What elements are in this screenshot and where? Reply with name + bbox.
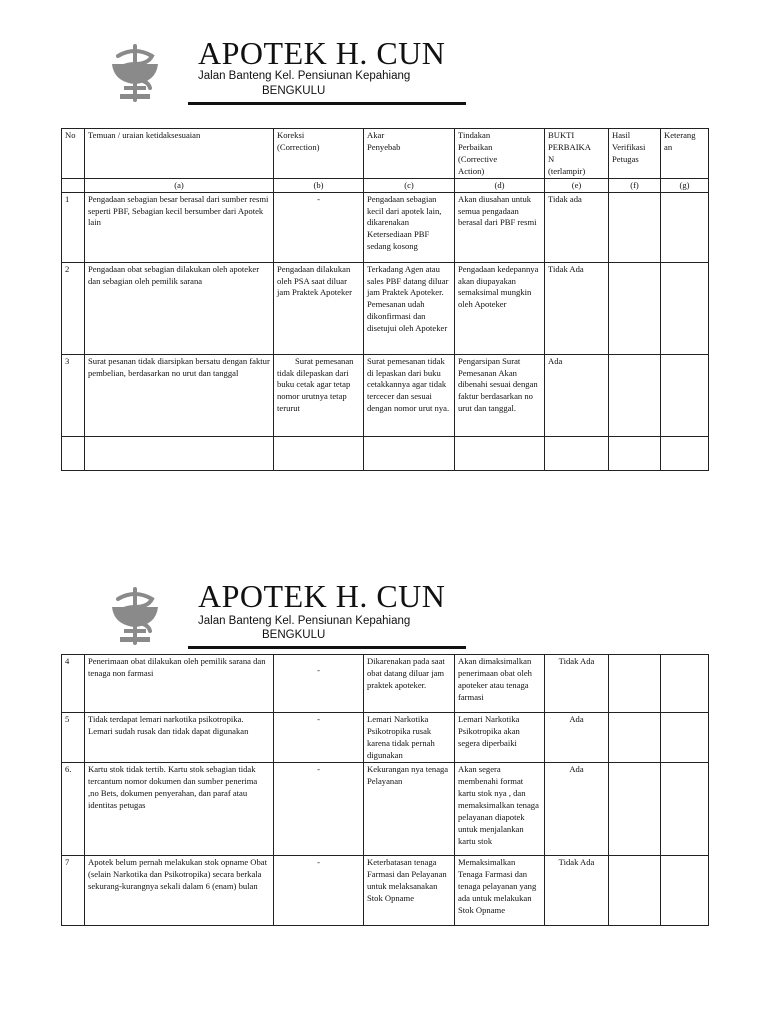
cell-correction: - [274,713,364,763]
cell-corrective-action: Memaksimalkan Tenaga Farmasi dan tenaga pelayanan yang ada untuk melakukan Stok Opname [455,856,545,926]
cell-evidence: Tidak Ada [545,262,609,354]
cell-finding: Kartu stok tidak tertib. Kartu stok sebagian tidak tercantum nomor dokumen dan sumber penerima ,no Bets, dokumen penyerahan, dan paraf atau identitas petugas [85,763,274,856]
table-row [62,192,709,262]
cell-verification [609,713,661,763]
cell-evidence: Tidak Ada [545,856,609,926]
cell-notes [661,655,709,713]
cell-root-cause: Pengadaan sebagian kecil dari apotek lain, dikarenakan Ketersediaan PBF sedang kosong [364,192,455,262]
cell-notes [661,354,709,436]
cell-finding: Pengadaan obat sebagian dilakukan oleh apoteker dan sebagian oleh pemilik sarana [85,262,274,354]
cell-evidence: Ada [545,763,609,856]
letter-cell: (e) [545,179,609,192]
cell-correction: - [274,856,364,926]
cell-evidence: Ada [545,713,609,763]
col-header-verification: Hasil Verifikasi Petugas [609,129,661,179]
cell-correction: - [274,763,364,856]
letter-cell: (f) [609,179,661,192]
cell-correction: Pengadaan dilakukan oleh PSA saat diluar jam Praktek Apoteker [274,262,364,354]
cell-notes [661,713,709,763]
cell-notes [661,763,709,856]
table-row [62,763,709,856]
cell-verification [609,856,661,926]
cell-finding [85,436,274,470]
pharmacy-bowl-serpent-icon [108,585,162,645]
col-header-root-cause: Akar Penyebab [364,129,455,179]
table-row [62,713,709,763]
cell-root-cause: Lemari Narkotika Psikotropika rusak karena tidak pernah digunakan [364,713,455,763]
cell-no: 2 [62,262,85,354]
table-row-empty [62,436,709,470]
cell-notes [661,262,709,354]
pharmacy-address: Jalan Banteng Kel. Pensiunan Kepahiang [198,615,411,627]
cell-verification [609,436,661,470]
cell-correction [274,436,364,470]
letter-cell: (b) [274,179,364,192]
letter-cell: (c) [364,179,455,192]
letter-cell [62,179,85,192]
table-row [62,262,709,354]
cell-no: 6. [62,763,85,856]
col-header-no: No [62,129,85,179]
letter-cell: (d) [455,179,545,192]
cell-corrective-action: Lemari Narkotika Psikotropika akan segera diperbaiki [455,713,545,763]
pharmacy-name: APOTEK H. CUN [198,578,446,614]
cell-correction: - [274,192,364,262]
col-header-findings: Temuan / uraian ketidaksesuaian [85,129,274,179]
cell-finding: Tidak terdapat lemari narkotika psikotropika. Lemari sudah rusak dan tidak dapat digunakan [85,713,274,763]
table-row [62,655,709,713]
cell-verification [609,655,661,713]
cell-root-cause: Kekurangan nya tenaga Pelayanan [364,763,455,856]
col-header-corrective-action: Tindakan Perbaikan (Corrective Action) [455,129,545,179]
pharmacy-city: BENGKULU [262,85,326,97]
cell-evidence: Ada [545,354,609,436]
pharmacy-address: Jalan Banteng Kel. Pensiunan Kepahiang [198,70,411,82]
cell-no [62,436,85,470]
letter-cell: (a) [85,179,274,192]
col-header-notes: Keterang an [661,129,709,179]
table-row [62,856,709,926]
cell-finding: Apotek belum pernah melakukan stok opname Obat (selain Narkotika dan Psikotropika) secara berkala sekurang-kurangnya sekali dalam 6 (enam) bulan [85,856,274,926]
nonconformity-table-1 [61,128,709,471]
letter-cell: (g) [661,179,709,192]
cell-root-cause: Surat pemesanan tidak di lepaskan dari buku cetakkannya agar tidak tercecer dan sesuai dengan nomor urut nya. [364,354,455,436]
col-header-correction: Koreksi (Correction) [274,129,364,179]
header-rule [188,646,466,649]
col-header-evidence: BUKTI PERBAIKA N (terlampir) [545,129,609,179]
cell-no: 4 [62,655,85,713]
cell-root-cause: Dikarenakan pada saat obat datang diluar jam praktek apoteker. [364,655,455,713]
cell-evidence: Tidak ada [545,192,609,262]
cell-correction: - [274,655,364,713]
cell-notes [661,436,709,470]
cell-finding: Penerimaan obat dilakukan oleh pemilik sarana dan tenaga non farmasi [85,655,274,713]
cell-correction: Surat pemesanan tidak dilepaskan dari buku cetak agar tetap nomor urutnya tetap terurut [274,354,364,436]
letterhead-1 [0,34,768,114]
header-rule [188,102,466,105]
cell-notes [661,192,709,262]
column-letter-row [62,179,709,192]
cell-notes [661,856,709,926]
cell-corrective-action: Pengadaan kedepannya akan diupayakan semaksimal mungkin oleh Apoteker [455,262,545,354]
cell-corrective-action: Pengarsipan Surat Pemesanan Akan dibenahi sesuai dengan faktur berdasarkan no urut dan tanggal. [455,354,545,436]
table-header-row [62,129,709,179]
nonconformity-table-2 [61,654,709,926]
cell-evidence [545,436,609,470]
cell-verification [609,763,661,856]
cell-no: 1 [62,192,85,262]
cell-no: 7 [62,856,85,926]
cell-corrective-action: Akan diusahan untuk semua pengadaan berasal dari PBF resmi [455,192,545,262]
cell-corrective-action: Akan dimaksimalkan penerimaan obat oleh apoteker atau tenaga farmasi [455,655,545,713]
table-row [62,354,709,436]
cell-evidence: Tidak Ada [545,655,609,713]
pharmacy-bowl-serpent-icon [108,42,162,102]
cell-finding: Surat pesanan tidak diarsipkan bersatu dengan faktur pembelian, berdasarkan no urut dan tanggal [85,354,274,436]
cell-corrective-action [455,436,545,470]
pharmacy-name: APOTEK H. CUN [198,35,446,71]
cell-verification [609,262,661,354]
cell-root-cause [364,436,455,470]
cell-no: 5 [62,713,85,763]
pharmacy-city: BENGKULU [262,629,326,641]
cell-verification [609,354,661,436]
cell-root-cause: Terkadang Agen atau sales PBF datang diluar jam Praktek Apoteker. Pemesanan udah dikonfirmasi dan disetujui oleh Apoteker [364,262,455,354]
letterhead-2 [0,577,768,657]
cell-finding: Pengadaan sebagian besar berasal dari sumber resmi seperti PBF, Sebagian kecil bersumber dari Apotek lain [85,192,274,262]
cell-verification [609,192,661,262]
cell-root-cause: Keterbatasan tenaga Farmasi dan Pelayanan untuk melaksanakan Stok Opname [364,856,455,926]
cell-corrective-action: Akan segera membenahi format kartu stok nya , dan memaksimalkan tenaga pelayanan diapotek untuk menjalankan kartu stok [455,763,545,856]
cell-no: 3 [62,354,85,436]
